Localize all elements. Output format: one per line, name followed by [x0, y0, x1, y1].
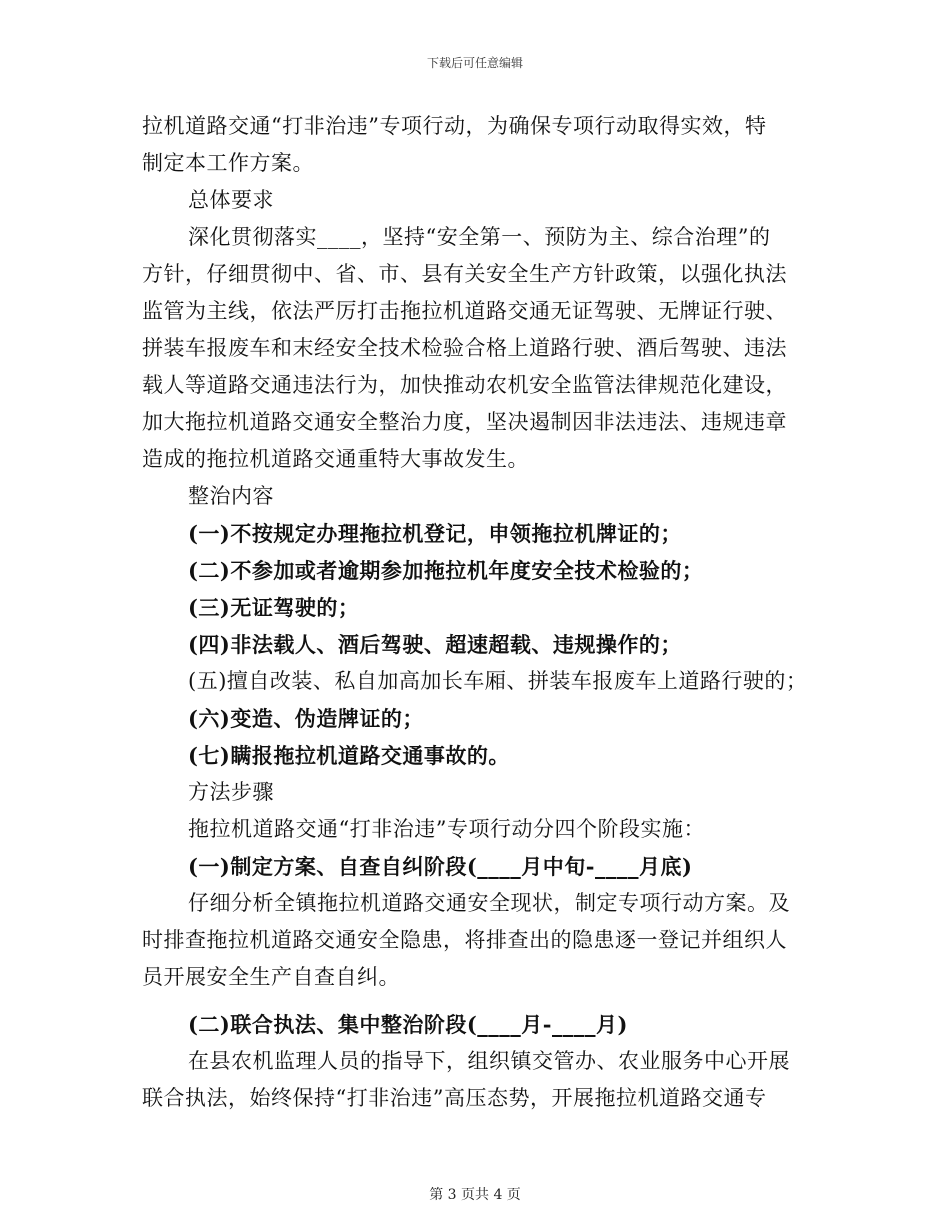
- paragraph-line: 深化贯彻落实____，坚持“安全第一、预防为主、综合治理”的: [188, 225, 771, 249]
- list-item: (五)擅自改装、私自加高加长车厢、拼装车报废车上道路行驶的；: [188, 669, 808, 693]
- paragraph-line: 在县农机监理人员的指导下，组织镇交管办、农业服务中心开展: [188, 1049, 790, 1073]
- list-item: (三)无证驾驶的；: [188, 595, 360, 620]
- stage-heading: (二)联合执法、集中整治阶段(____月-____月): [188, 1012, 628, 1037]
- section-heading: 总体要求: [188, 188, 274, 212]
- paragraph-line: 仔细分析全镇拖拉机道路交通安全现状，制定专项行动方案。及: [188, 891, 790, 915]
- paragraph-line: 造成的拖拉机道路交通重特大事故发生。: [142, 447, 529, 471]
- stage-heading: (一)制定方案、自查自纠阶段(____月中旬-____月底): [188, 854, 693, 879]
- list-item: (四)非法载人、酒后驾驶、超速超载、违规操作的；: [188, 632, 682, 657]
- paragraph-line: 方针，仔细贯彻中、省、市、县有关安全生产方针政策，以强化执法: [142, 262, 787, 286]
- paragraph-line: 制定本工作方案。: [142, 151, 314, 175]
- section-heading: 方法步骤: [188, 780, 274, 804]
- list-item: (二)不参加或者逾期参加拖拉机年度安全技术检验的；: [188, 558, 704, 583]
- paragraph-line: 员开展安全生产自查自纠。: [142, 965, 400, 989]
- list-item: (七)瞒报拖拉机道路交通事故的。: [188, 743, 510, 768]
- paragraph-line: 拉机道路交通“打非治违”专项行动，为确保专项行动取得实效，特: [142, 114, 767, 138]
- page-header: 下载后可任意编辑: [426, 56, 523, 70]
- paragraph-line: 监管为主线，依法严厉打击拖拉机道路交通无证驾驶、无牌证行驶、: [142, 299, 787, 323]
- page-footer: 第 3 页共 4 页: [429, 1187, 521, 1203]
- paragraph-line: 联合执法，始终保持“打非治违”高压态势，开展拖拉机道路交通专: [142, 1086, 767, 1110]
- list-item: (六)变造、伪造牌证的；: [188, 706, 424, 731]
- paragraph-line: 拼装车报废车和末经安全技术检验合格上道路行驶、酒后驾驶、违法: [142, 336, 787, 360]
- list-item: (一)不按规定办理拖拉机登记，申领拖拉机牌证的；: [188, 521, 682, 546]
- document-body: [142, 108, 808, 1117]
- paragraph-line: 载人等道路交通违法行为，加快推动农机安全监管法律规范化建设，: [142, 373, 787, 397]
- paragraph-line: 时排查拖拉机道路交通安全隐患，将排查出的隐患逐一登记并组织人: [142, 928, 787, 952]
- spacer: [142, 996, 802, 1006]
- section-heading: 整治内容: [188, 484, 274, 508]
- paragraph-line: 加大拖拉机道路交通安全整治力度，坚决遏制因非法违法、违规违章: [142, 410, 787, 434]
- paragraph-line: 拖拉机道路交通“打非治违”专项行动分四个阶段实施：: [188, 817, 705, 841]
